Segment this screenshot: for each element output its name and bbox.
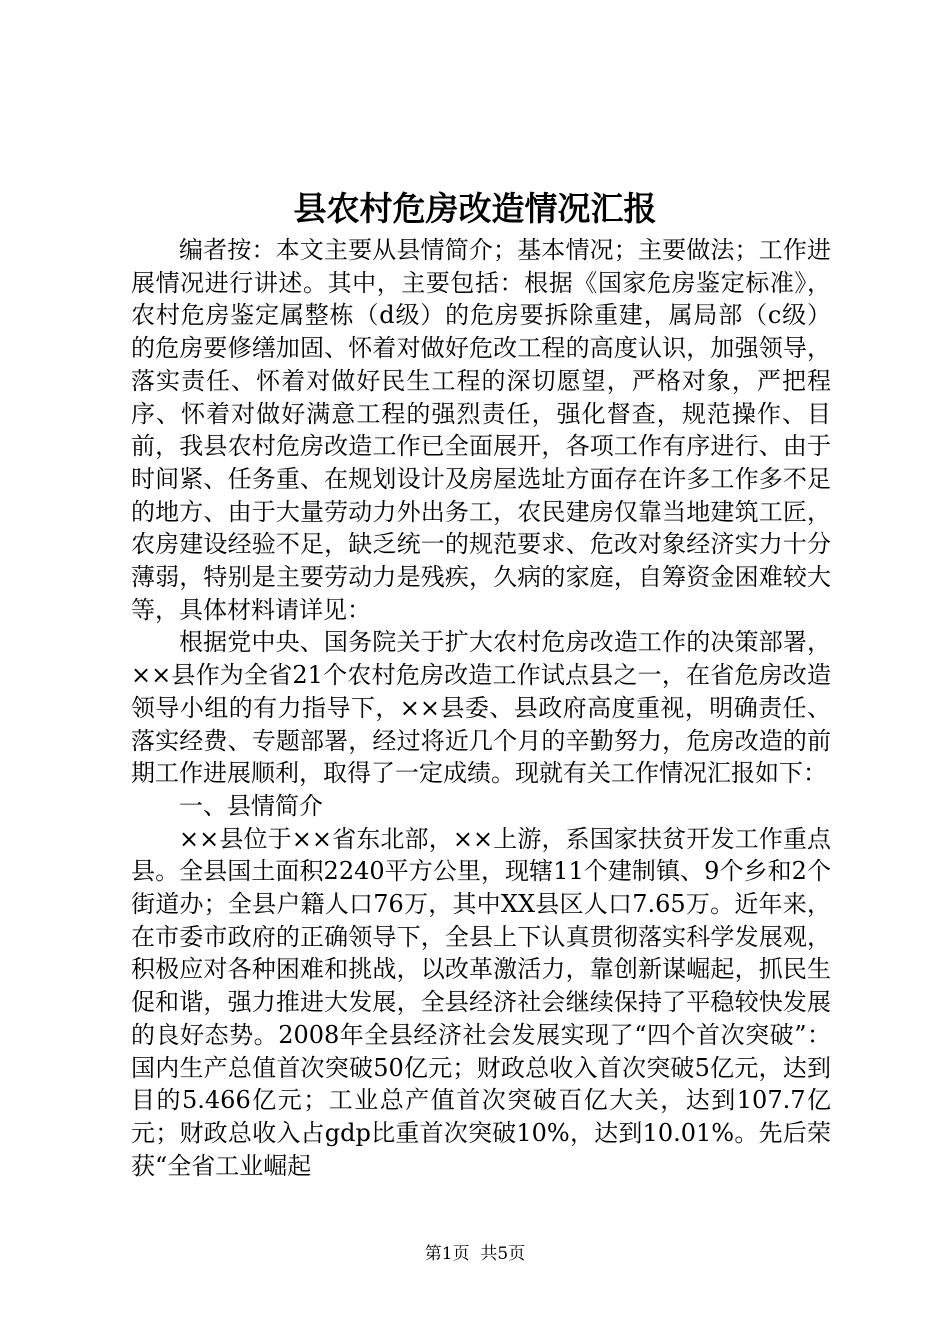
- section-heading: 一、县情简介: [179, 791, 323, 820]
- page-footer: [0, 1242, 950, 1266]
- page-number: 第1页 共5页: [424, 1244, 526, 1264]
- intro-paragraph: 根据党中央、国务院关于扩大农村危房改造工作的决策部署，××县作为全省21个农村危房改造工作试点县之一，在省危房改造领导小组的有力指导下，××县委、县政府高度重视，明确责任、落实经费、专题部署，经过将近几个月的辛勤努力，危房改造的前期工作进展顺利，取得了一定成绩。现就有关工作情况汇报如下：: [131, 628, 831, 788]
- editor-note-paragraph: 编者按：本文主要从县情简介；基本情况；主要做法；工作进展情况进行讲述。其中，主要包括：根据《国家危房鉴定标准》，农村危房鉴定属整栋（d级）的危房要拆除重建，属局部（c级）的危房要修缮加固、怀着对做好危改工程的高度认识，加强领导，落实责任、怀着对做好民生工程的深切愿望，严格对象，严把程序、怀着对做好满意工程的强烈责任，强化督查，规范操作、目前，我县农村危房改造工作已全面展开，各项工作有序进行、由于时间紧、任务重、在规划设计及房屋选址方面存在许多工作多不足的地方、由于大量劳动力外出务工，农民建房仅靠当地建筑工匠，农房建设经验不足，缺乏统一的规范要求、危改对象经济实力十分薄弱，特别是主要劳动力是残疾，久病的家庭，自筹资金困难较大等，具体材料请详见：: [131, 236, 831, 624]
- document-body: [131, 234, 831, 1182]
- county-overview-paragraph: ××县位于××省东北部，××上游，系国家扶贫开发工作重点县。全县国土面积2240平方公里，现辖11个建制镇、9个乡和2个街道办；全县户籍人口76万，其中XX县区人口7.65万。近年来，在市委市政府的正确领导下，全县上下认真贯彻落实科学发展观，积极应对各种困难和挑战，以改革激活力，靠创新谋崛起，抓民生促和谐，强力推进大发展，全县经济社会继续保持了平稳较快发展的良好态势。2008年全县经济社会发展实现了“四个首次突破”：国内生产总值首次突破50亿元；财政总收入首次突破5亿元，达到目的5.466亿元；工业总产值首次突破百亿大关，达到107.7亿元；财政总收入占gdp比重首次突破10%，达到10.01%。先后荣获“全省工业崛起: [131, 824, 831, 1180]
- document-title: 县农村危房改造情况汇报: [293, 189, 657, 228]
